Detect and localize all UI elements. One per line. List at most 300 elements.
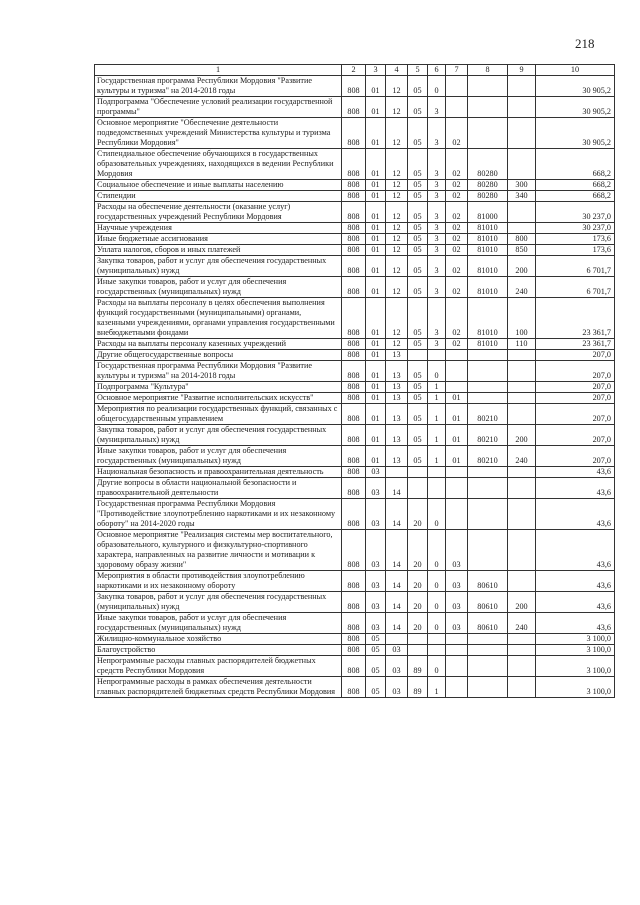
row-name-cell: Расходы на выплаты персоналу в целях обеспечения выполнения функций государственными (муниципальными) органами, казенными учреждениями, органами управления государственными внебюджетными фондами — [95, 298, 342, 339]
amount-cell: 668,2 — [536, 180, 615, 191]
section-code-cell: 05 — [366, 645, 386, 656]
ministry-code-cell: 808 — [342, 425, 366, 446]
amount-cell: 207,0 — [536, 446, 615, 467]
ministry-code-cell: 808 — [342, 234, 366, 245]
table-row — [95, 256, 615, 277]
activity-code-cell — [446, 97, 468, 118]
subprogram-code-cell — [428, 478, 446, 499]
expense-type-code-cell — [508, 361, 536, 382]
direction-code-cell: 81010 — [468, 223, 508, 234]
program-code-cell: 05 — [408, 97, 428, 118]
activity-code-cell: 02 — [446, 256, 468, 277]
subsection-code-cell: 12 — [386, 339, 408, 350]
subprogram-code-cell: 1 — [428, 425, 446, 446]
row-name-cell: Социальное обеспечение и иные выплаты населению — [95, 180, 342, 191]
section-code-cell: 01 — [366, 393, 386, 404]
amount-cell: 207,0 — [536, 404, 615, 425]
subprogram-code-cell: 3 — [428, 277, 446, 298]
program-code-cell: 05 — [408, 234, 428, 245]
ministry-code-cell: 808 — [342, 571, 366, 592]
section-code-cell: 01 — [366, 149, 386, 180]
row-name-cell: Научные учреждения — [95, 223, 342, 234]
section-code-cell: 03 — [366, 478, 386, 499]
table-row — [95, 613, 615, 634]
subsection-code-cell: 12 — [386, 149, 408, 180]
section-code-cell: 01 — [366, 97, 386, 118]
activity-code-cell: 02 — [446, 223, 468, 234]
activity-code-cell: 03 — [446, 571, 468, 592]
program-code-cell: 05 — [408, 404, 428, 425]
section-code-cell: 03 — [366, 571, 386, 592]
amount-cell: 23 361,7 — [536, 339, 615, 350]
expense-type-code-cell — [508, 530, 536, 571]
subsection-code-cell — [386, 467, 408, 478]
table-row — [95, 571, 615, 592]
row-name-cell: Закупка товаров, работ и услуг для обеспечения государственных (муниципальных) нужд — [95, 425, 342, 446]
section-code-cell: 01 — [366, 118, 386, 149]
expense-type-code-cell — [508, 571, 536, 592]
subprogram-code-cell: 3 — [428, 298, 446, 339]
program-code-cell: 05 — [408, 180, 428, 191]
expense-type-code-cell: 300 — [508, 180, 536, 191]
ministry-code-cell: 808 — [342, 393, 366, 404]
direction-code-cell: 80610 — [468, 571, 508, 592]
expense-type-code-cell — [508, 677, 536, 698]
subprogram-code-cell: 0 — [428, 592, 446, 613]
row-name-cell: Основное мероприятие "Реализация системы мер воспитательного, образовательного, культурного и физкультурно-спортивного характера, направленных на развитие личности и мотивации к здоровому образу жизни" — [95, 530, 342, 571]
expense-type-code-cell — [508, 118, 536, 149]
subprogram-code-cell: 1 — [428, 382, 446, 393]
amount-cell: 43,6 — [536, 467, 615, 478]
activity-code-cell — [446, 499, 468, 530]
expense-type-code-cell: 240 — [508, 446, 536, 467]
activity-code-cell: 02 — [446, 118, 468, 149]
expense-type-code-cell — [508, 223, 536, 234]
row-name-cell: Подпрограмма "Культура" — [95, 382, 342, 393]
subsection-code-cell: 03 — [386, 645, 408, 656]
row-name-cell: Расходы на выплаты персоналу казенных учреждений — [95, 339, 342, 350]
table-row — [95, 350, 615, 361]
row-name-cell: Расходы на обеспечение деятельности (оказание услуг) государственных учреждений Республики Мордовия — [95, 202, 342, 223]
amount-cell: 3 100,0 — [536, 645, 615, 656]
budget-table — [94, 64, 615, 698]
amount-cell: 3 100,0 — [536, 634, 615, 645]
expense-type-code-cell — [508, 645, 536, 656]
section-code-cell: 01 — [366, 361, 386, 382]
table-row — [95, 634, 615, 645]
subprogram-code-cell: 1 — [428, 393, 446, 404]
activity-code-cell — [446, 677, 468, 698]
subsection-code-cell: 14 — [386, 530, 408, 571]
direction-code-cell: 80280 — [468, 191, 508, 202]
amount-cell: 23 361,7 — [536, 298, 615, 339]
section-code-cell: 01 — [366, 256, 386, 277]
subsection-code-cell: 12 — [386, 97, 408, 118]
expense-type-code-cell — [508, 634, 536, 645]
activity-code-cell: 02 — [446, 298, 468, 339]
section-code-cell: 01 — [366, 277, 386, 298]
program-code-cell — [408, 645, 428, 656]
amount-cell: 207,0 — [536, 393, 615, 404]
subprogram-code-cell: 3 — [428, 180, 446, 191]
table-row — [95, 180, 615, 191]
ministry-code-cell: 808 — [342, 245, 366, 256]
ministry-code-cell: 808 — [342, 382, 366, 393]
table-row — [95, 339, 615, 350]
amount-cell: 207,0 — [536, 350, 615, 361]
ministry-code-cell: 808 — [342, 223, 366, 234]
subprogram-code-cell — [428, 645, 446, 656]
ministry-code-cell: 808 — [342, 478, 366, 499]
subprogram-code-cell: 3 — [428, 245, 446, 256]
amount-cell: 3 100,0 — [536, 656, 615, 677]
subprogram-code-cell — [428, 634, 446, 645]
table-row — [95, 298, 615, 339]
ministry-code-cell: 808 — [342, 76, 366, 97]
ministry-code-cell: 808 — [342, 645, 366, 656]
table-row — [95, 191, 615, 202]
subprogram-code-cell: 3 — [428, 118, 446, 149]
row-name-cell: Уплата налогов, сборов и иных платежей — [95, 245, 342, 256]
ministry-code-cell: 808 — [342, 339, 366, 350]
row-name-cell: Стипендии — [95, 191, 342, 202]
direction-code-cell — [468, 97, 508, 118]
section-code-cell: 03 — [366, 467, 386, 478]
table-row — [95, 202, 615, 223]
subsection-code-cell: 12 — [386, 180, 408, 191]
row-name-cell: Непрограммные расходы в рамках обеспечения деятельности главных распорядителей бюджетных средств Республики Мордовия — [95, 677, 342, 698]
subprogram-code-cell — [428, 467, 446, 478]
program-code-cell: 05 — [408, 339, 428, 350]
subsection-code-cell: 12 — [386, 277, 408, 298]
expense-type-code-cell — [508, 76, 536, 97]
amount-cell: 43,6 — [536, 530, 615, 571]
program-code-cell: 05 — [408, 202, 428, 223]
expense-type-code-cell: 240 — [508, 277, 536, 298]
table-row — [95, 499, 615, 530]
direction-code-cell — [468, 499, 508, 530]
subprogram-code-cell: 3 — [428, 256, 446, 277]
row-name-cell: Государственная программа Республики Мордовия "Развитие культуры и туризма" на 2014-2018 годы — [95, 361, 342, 382]
program-code-cell: 20 — [408, 613, 428, 634]
amount-cell: 173,6 — [536, 234, 615, 245]
subsection-code-cell: 13 — [386, 382, 408, 393]
activity-code-cell: 03 — [446, 613, 468, 634]
subprogram-code-cell: 0 — [428, 361, 446, 382]
direction-code-cell: 81010 — [468, 339, 508, 350]
row-name-cell: Непрограммные расходы главных распорядителей бюджетных средств Республики Мордовия — [95, 656, 342, 677]
amount-cell: 6 701,7 — [536, 277, 615, 298]
direction-code-cell: 80280 — [468, 180, 508, 191]
section-code-cell: 01 — [366, 191, 386, 202]
direction-code-cell — [468, 634, 508, 645]
expense-type-code-cell: 200 — [508, 425, 536, 446]
amount-cell: 30 905,2 — [536, 76, 615, 97]
subprogram-code-cell: 0 — [428, 571, 446, 592]
program-code-cell: 05 — [408, 382, 428, 393]
program-code-cell: 05 — [408, 76, 428, 97]
amount-cell: 668,2 — [536, 149, 615, 180]
subprogram-code-cell: 0 — [428, 656, 446, 677]
section-code-cell: 01 — [366, 382, 386, 393]
activity-code-cell — [446, 361, 468, 382]
program-code-cell: 05 — [408, 425, 428, 446]
row-name-cell: Закупка товаров, работ и услуг для обеспечения государственных (муниципальных) нужд — [95, 592, 342, 613]
subsection-code-cell: 12 — [386, 256, 408, 277]
activity-code-cell: 02 — [446, 202, 468, 223]
subsection-code-cell: 13 — [386, 350, 408, 361]
activity-code-cell — [446, 350, 468, 361]
program-code-cell: 05 — [408, 446, 428, 467]
subsection-code-cell: 13 — [386, 393, 408, 404]
section-code-cell: 01 — [366, 446, 386, 467]
subsection-code-cell: 14 — [386, 478, 408, 499]
subprogram-code-cell: 1 — [428, 446, 446, 467]
table-row — [95, 467, 615, 478]
subsection-code-cell: 13 — [386, 446, 408, 467]
activity-code-cell: 01 — [446, 425, 468, 446]
table-row — [95, 277, 615, 298]
table-row — [95, 592, 615, 613]
expense-type-code-cell — [508, 97, 536, 118]
amount-cell: 43,6 — [536, 592, 615, 613]
subprogram-code-cell: 0 — [428, 530, 446, 571]
table-row — [95, 404, 615, 425]
section-code-cell: 01 — [366, 234, 386, 245]
table-row — [95, 677, 615, 698]
subsection-code-cell: 13 — [386, 404, 408, 425]
ministry-code-cell: 808 — [342, 298, 366, 339]
direction-code-cell — [468, 393, 508, 404]
program-code-cell — [408, 350, 428, 361]
row-name-cell: Подпрограмма "Обеспечение условий реализации государственной программы" — [95, 97, 342, 118]
table-row — [95, 76, 615, 97]
subsection-code-cell: 14 — [386, 613, 408, 634]
direction-code-cell: 80280 — [468, 149, 508, 180]
program-code-cell: 20 — [408, 530, 428, 571]
direction-code-cell: 80210 — [468, 404, 508, 425]
row-name-cell: Другие вопросы в области национальной безопасности и правоохранительной деятельности — [95, 478, 342, 499]
ministry-code-cell: 808 — [342, 467, 366, 478]
activity-code-cell — [446, 645, 468, 656]
direction-code-cell — [468, 530, 508, 571]
program-code-cell: 05 — [408, 277, 428, 298]
ministry-code-cell: 808 — [342, 256, 366, 277]
subsection-code-cell: 12 — [386, 191, 408, 202]
table-row — [95, 361, 615, 382]
direction-code-cell — [468, 361, 508, 382]
header-cell: 1 — [95, 65, 342, 76]
subsection-code-cell: 12 — [386, 76, 408, 97]
row-name-cell: Национальная безопасность и правоохранительная деятельность — [95, 467, 342, 478]
subsection-code-cell: 13 — [386, 425, 408, 446]
expense-type-code-cell: 200 — [508, 256, 536, 277]
activity-code-cell: 02 — [446, 245, 468, 256]
subsection-code-cell: 14 — [386, 571, 408, 592]
row-name-cell: Основное мероприятие "Развитие исполнительских искусств" — [95, 393, 342, 404]
table-row — [95, 234, 615, 245]
expense-type-code-cell: 850 — [508, 245, 536, 256]
ministry-code-cell: 808 — [342, 530, 366, 571]
amount-cell: 6 701,7 — [536, 256, 615, 277]
header-cell: 7 — [446, 65, 468, 76]
program-code-cell: 05 — [408, 393, 428, 404]
expense-type-code-cell — [508, 478, 536, 499]
row-name-cell: Закупка товаров, работ и услуг для обеспечения государственных (муниципальных) нужд — [95, 256, 342, 277]
expense-type-code-cell — [508, 393, 536, 404]
table-row — [95, 645, 615, 656]
direction-code-cell: 80610 — [468, 613, 508, 634]
activity-code-cell: 02 — [446, 180, 468, 191]
header-cell: 3 — [366, 65, 386, 76]
direction-code-cell: 80610 — [468, 592, 508, 613]
section-code-cell: 03 — [366, 530, 386, 571]
row-name-cell: Мероприятия в области противодействия злоупотреблению наркотиками и их незаконному обороту — [95, 571, 342, 592]
ministry-code-cell: 808 — [342, 202, 366, 223]
subsection-code-cell: 13 — [386, 361, 408, 382]
program-code-cell: 05 — [408, 256, 428, 277]
row-name-cell: Иные закупки товаров, работ и услуг для обеспечения государственных (муниципальных) нужд — [95, 446, 342, 467]
row-name-cell: Мероприятия по реализации государственных функций, связанных с общегосударственным управлением — [95, 404, 342, 425]
row-name-cell: Государственная программа Республики Мордовия "Противодействие злоупотреблению наркотиками и их незаконному обороту" на 2014-2020 годы — [95, 499, 342, 530]
section-code-cell: 01 — [366, 404, 386, 425]
header-cell: 2 — [342, 65, 366, 76]
subsection-code-cell: 14 — [386, 592, 408, 613]
subsection-code-cell: 12 — [386, 298, 408, 339]
section-code-cell: 01 — [366, 245, 386, 256]
section-code-cell: 01 — [366, 202, 386, 223]
activity-code-cell — [446, 76, 468, 97]
program-code-cell: 05 — [408, 298, 428, 339]
table-row — [95, 223, 615, 234]
direction-code-cell — [468, 382, 508, 393]
program-code-cell: 89 — [408, 656, 428, 677]
activity-code-cell — [446, 382, 468, 393]
subprogram-code-cell: 0 — [428, 76, 446, 97]
activity-code-cell — [446, 467, 468, 478]
expense-type-code-cell — [508, 350, 536, 361]
expense-type-code-cell: 340 — [508, 191, 536, 202]
subsection-code-cell: 12 — [386, 118, 408, 149]
subsection-code-cell: 03 — [386, 656, 408, 677]
ministry-code-cell: 808 — [342, 350, 366, 361]
program-code-cell: 20 — [408, 499, 428, 530]
row-name-cell: Иные закупки товаров, работ и услуг для обеспечения государственных (муниципальных) нужд — [95, 277, 342, 298]
section-code-cell: 03 — [366, 592, 386, 613]
ministry-code-cell: 808 — [342, 634, 366, 645]
expense-type-code-cell — [508, 382, 536, 393]
program-code-cell: 05 — [408, 245, 428, 256]
ministry-code-cell: 808 — [342, 180, 366, 191]
program-code-cell: 20 — [408, 592, 428, 613]
direction-code-cell — [468, 350, 508, 361]
expense-type-code-cell — [508, 656, 536, 677]
header-cell: 5 — [408, 65, 428, 76]
amount-cell: 43,6 — [536, 571, 615, 592]
direction-code-cell: 81010 — [468, 277, 508, 298]
program-code-cell — [408, 467, 428, 478]
amount-cell: 30 237,0 — [536, 223, 615, 234]
program-code-cell: 05 — [408, 223, 428, 234]
direction-code-cell: 80210 — [468, 425, 508, 446]
ministry-code-cell: 808 — [342, 277, 366, 298]
activity-code-cell: 02 — [446, 277, 468, 298]
section-code-cell: 03 — [366, 499, 386, 530]
expense-type-code-cell: 200 — [508, 592, 536, 613]
ministry-code-cell: 808 — [342, 613, 366, 634]
activity-code-cell: 02 — [446, 149, 468, 180]
row-name-cell: Другие общегосударственные вопросы — [95, 350, 342, 361]
subprogram-code-cell: 3 — [428, 223, 446, 234]
section-code-cell: 01 — [366, 425, 386, 446]
ministry-code-cell: 808 — [342, 361, 366, 382]
row-name-cell: Основное мероприятие "Обеспечение деятельности подведомственных учреждений Министерства культуры и туризма Республики Мордовия" — [95, 118, 342, 149]
expense-type-code-cell — [508, 467, 536, 478]
subprogram-code-cell: 3 — [428, 149, 446, 180]
activity-code-cell: 01 — [446, 446, 468, 467]
expense-type-code-cell — [508, 499, 536, 530]
activity-code-cell: 02 — [446, 234, 468, 245]
subprogram-code-cell: 1 — [428, 677, 446, 698]
program-code-cell: 05 — [408, 191, 428, 202]
direction-code-cell: 80210 — [468, 446, 508, 467]
table-row — [95, 149, 615, 180]
amount-cell: 173,6 — [536, 245, 615, 256]
row-name-cell: Иные закупки товаров, работ и услуг для обеспечения государственных (муниципальных) нужд — [95, 613, 342, 634]
subsection-code-cell: 12 — [386, 245, 408, 256]
expense-type-code-cell: 110 — [508, 339, 536, 350]
program-code-cell: 89 — [408, 677, 428, 698]
header-cell: 9 — [508, 65, 536, 76]
program-code-cell: 05 — [408, 361, 428, 382]
activity-code-cell: 03 — [446, 592, 468, 613]
expense-type-code-cell — [508, 202, 536, 223]
table-row — [95, 446, 615, 467]
subprogram-code-cell: 0 — [428, 499, 446, 530]
amount-cell: 30 237,0 — [536, 202, 615, 223]
program-code-cell — [408, 634, 428, 645]
ministry-code-cell: 808 — [342, 592, 366, 613]
amount-cell: 43,6 — [536, 613, 615, 634]
expense-type-code-cell — [508, 149, 536, 180]
section-code-cell: 05 — [366, 656, 386, 677]
activity-code-cell — [446, 656, 468, 677]
subsection-code-cell: 12 — [386, 202, 408, 223]
direction-code-cell — [468, 677, 508, 698]
row-name-cell: Жилищно-коммунальное хозяйство — [95, 634, 342, 645]
amount-cell: 3 100,0 — [536, 677, 615, 698]
subprogram-code-cell: 3 — [428, 97, 446, 118]
program-code-cell: 05 — [408, 149, 428, 180]
subsection-code-cell: 12 — [386, 234, 408, 245]
table-header-row — [95, 65, 615, 76]
row-name-cell: Стипендиальное обеспечение обучающихся в государственных образовательных учреждениях, находящихся в ведении Республики Мордовия — [95, 149, 342, 180]
ministry-code-cell: 808 — [342, 404, 366, 425]
section-code-cell: 01 — [366, 339, 386, 350]
activity-code-cell: 02 — [446, 191, 468, 202]
table-row — [95, 656, 615, 677]
ministry-code-cell: 808 — [342, 97, 366, 118]
expense-type-code-cell: 100 — [508, 298, 536, 339]
program-code-cell — [408, 478, 428, 499]
amount-cell: 207,0 — [536, 361, 615, 382]
header-cell: 6 — [428, 65, 446, 76]
direction-code-cell — [468, 478, 508, 499]
amount-cell: 668,2 — [536, 191, 615, 202]
subprogram-code-cell: 3 — [428, 202, 446, 223]
table-row — [95, 118, 615, 149]
ministry-code-cell: 808 — [342, 446, 366, 467]
